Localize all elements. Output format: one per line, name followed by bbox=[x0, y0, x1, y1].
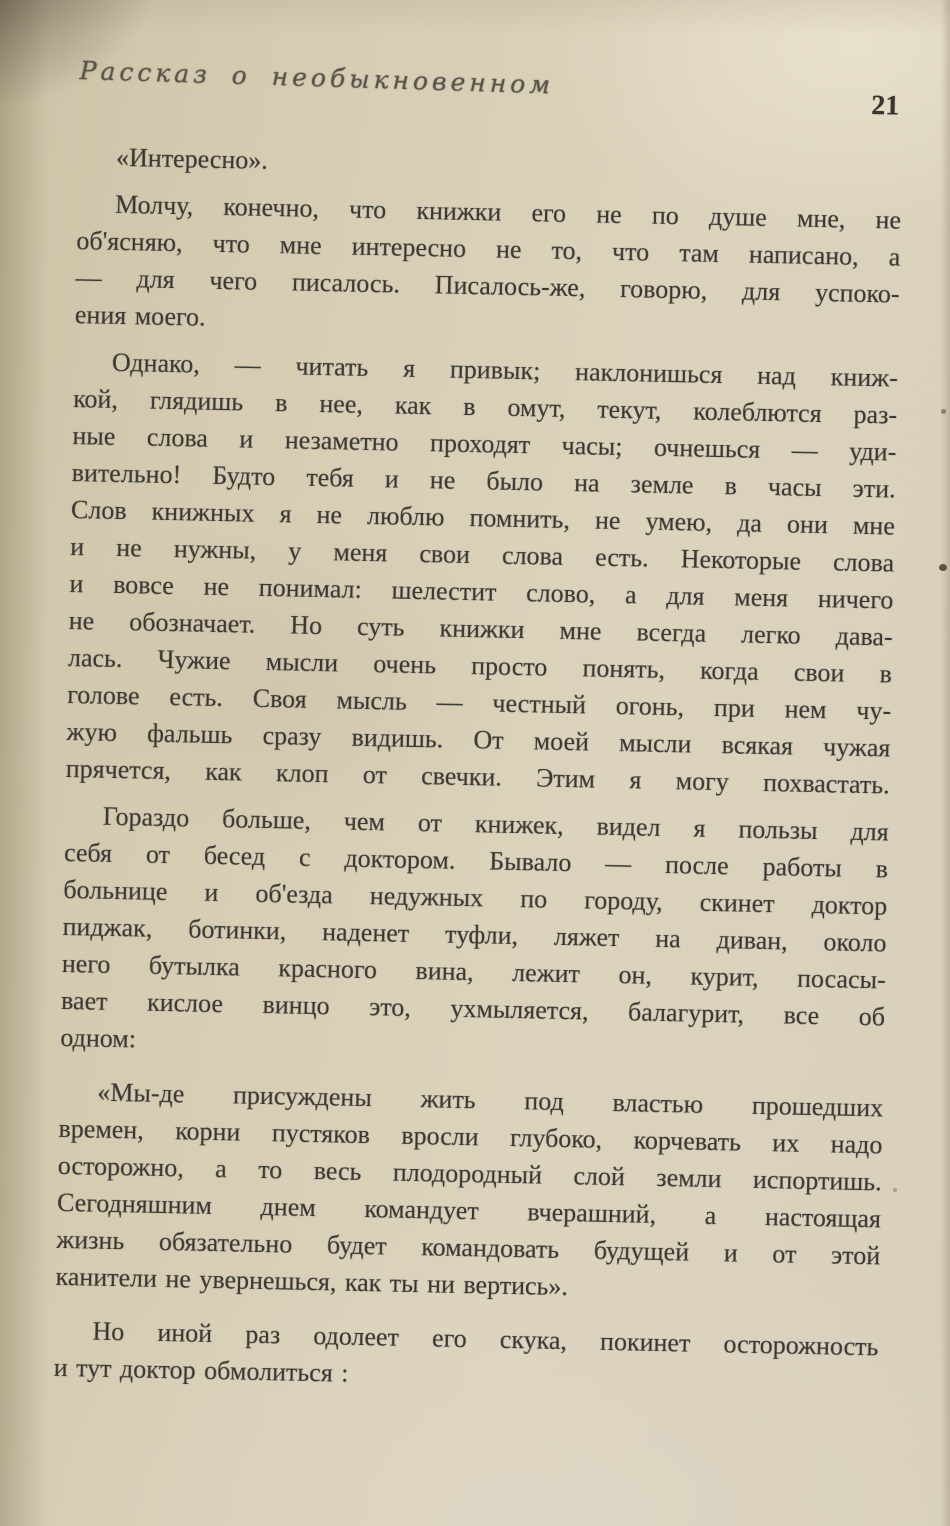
text-line: осторожно, а то весь плодородный слой земли испортишь. bbox=[57, 1150, 882, 1197]
text-block bbox=[53, 138, 902, 1402]
text-line: времен, корни пустяков вросли глубоко, корчевать их надо bbox=[58, 1113, 883, 1160]
text-line: вает кислое винцо это, ухмыляется, балагурит, все об bbox=[60, 985, 886, 1032]
text-line: себя от бесед с доктором. Бывало — после работы в bbox=[63, 837, 889, 884]
paragraph bbox=[78, 138, 903, 192]
text-line: пиджак, ботинки, наденет туфли, ляжет на диван, около bbox=[62, 911, 887, 958]
text-line: ения моего. bbox=[74, 300, 206, 332]
text-line: и вовсе не понимал: шелестит слово, а для меня ничего bbox=[69, 569, 894, 615]
text-line: Слов книжных я не люблю помнить, не умею, да они мне bbox=[70, 495, 896, 541]
text-line: «Интересно». bbox=[115, 142, 269, 175]
text-line: канители не увернешься, как ты ни вертись». bbox=[55, 1261, 569, 1302]
text-line: голове есть. Своя мысль — честный огонь, при нем чу- bbox=[67, 679, 892, 726]
text-line: Но иной раз одолеет его скука, покинет осторожность bbox=[92, 1316, 879, 1362]
text-line: и тут доктор обмолиться : bbox=[53, 1352, 349, 1388]
page-content bbox=[53, 56, 904, 1402]
text-line: Сегодняшним днем командует вчерашний, а настоящая bbox=[56, 1187, 882, 1234]
text-line: лась. Чужие мысли очень просто понять, когда свои в bbox=[67, 642, 893, 689]
text-line: жизнь обязательно будет командовать будущей и от этой bbox=[56, 1224, 881, 1271]
text-line: одном: bbox=[60, 1022, 137, 1054]
ink-speck bbox=[939, 564, 947, 571]
text-line: больнице и об'езда недужных по городу, скинет доктор bbox=[63, 874, 888, 921]
text-line: не обозначает. Но суть книжки мне всегда легко дава- bbox=[68, 606, 893, 652]
text-line: — для чего писалось. Писалось-же, говорю, для успоко- bbox=[75, 263, 900, 309]
text-line: Однако, — читать я привык; наклонишься над книж- bbox=[111, 347, 899, 393]
text-line: жую фальшь сразу видишь. От моей мысли всякая чужая bbox=[66, 716, 891, 763]
text-line: и не нужны, у меня свои слова есть. Некоторые слова bbox=[69, 532, 895, 578]
text-line: ные слова и незаметно проходят часы; очнешься — уди- bbox=[72, 421, 897, 467]
running-header: Рассказ о необыкновенном bbox=[79, 56, 555, 100]
paragraph bbox=[60, 797, 889, 1072]
paragraph bbox=[55, 1073, 883, 1311]
text-line: Молчу, конечно, что книжки его не по душе мне, не bbox=[114, 189, 902, 235]
paragraph bbox=[65, 343, 898, 803]
page-header bbox=[79, 56, 904, 125]
page-number: 21 bbox=[870, 90, 900, 122]
ink-speck bbox=[941, 409, 946, 414]
text-line: него бутылка красного вина, лежит он, курит, посасы- bbox=[61, 948, 887, 995]
text-line: прячется, как клоп от свечки. Этим я могу похвастать. bbox=[65, 753, 890, 800]
text-line: об'ясняю, что мне интересно не то, что там написано, а bbox=[76, 226, 901, 272]
text-line: Гораздо больше, чем от книжек, видел я пользы для bbox=[102, 801, 890, 847]
text-line: кой, глядишь в нее, как в омут, текут, колеблются раз- bbox=[72, 384, 898, 430]
paragraph bbox=[53, 1312, 878, 1403]
ink-speck bbox=[893, 1188, 897, 1192]
paragraph bbox=[75, 185, 902, 350]
text-line: «Мы-де присуждены жить под властью прошедших bbox=[97, 1077, 884, 1123]
text-line: вительно! Будто тебя и не было на земле в часы эти. bbox=[71, 458, 896, 504]
